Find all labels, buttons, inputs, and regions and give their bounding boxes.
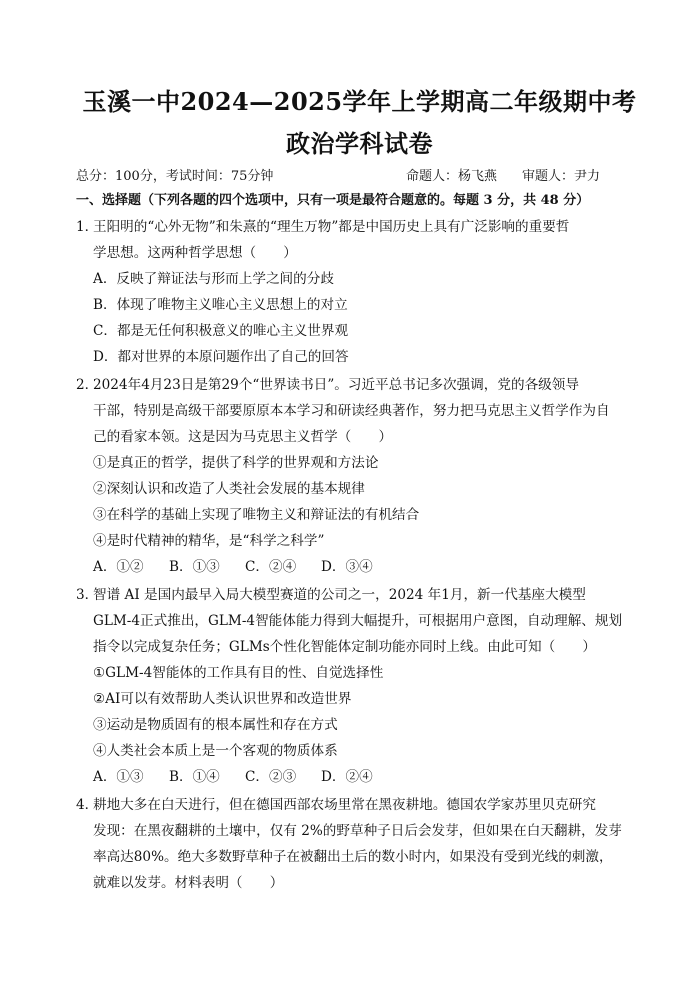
choice-c: C．②③ bbox=[245, 769, 297, 785]
exam-title-line2: 政治学科试卷 bbox=[286, 129, 433, 158]
question-stem: 干部，特别是高级干部要原原本本学习和研读经典著作，努力把马克思主义哲学作为自 bbox=[93, 403, 610, 419]
question-stem: GLM-4正式推出，GLM-4智能体能力得到大幅提升，可根据用户意图，自动理解、规划 bbox=[93, 613, 623, 629]
setter-info: 命题人：杨飞燕 bbox=[406, 169, 498, 184]
exam-meta-row bbox=[76, 166, 643, 188]
question-number: 2． bbox=[76, 377, 99, 393]
option-d: D．都对世界的本原问题作出了自己的回答 bbox=[93, 349, 349, 365]
question-stem: 王阳明的“心外无物”和朱熹的“理生万物”都是中国历史上具有广泛影响的重要哲 bbox=[93, 219, 570, 235]
statement-4: ④是时代精神的精华，是“科学之科学” bbox=[93, 533, 325, 549]
statement-2: ②深刻认识和改造了人类社会发展的基本规律 bbox=[93, 481, 365, 497]
choice-c: C．②④ bbox=[245, 559, 297, 575]
option-c: C．都是无任何积极意义的唯心主义世界观 bbox=[93, 323, 349, 339]
option-b: B．体现了唯物主义唯心主义思想上的对立 bbox=[93, 297, 348, 313]
question-number: 3． bbox=[76, 587, 99, 603]
question-4 bbox=[76, 792, 643, 896]
section-heading-choice: 一、选择题（下列各题的四个选项中，只有一项是最符合题意的。每题 3 分，共 48 分） bbox=[76, 193, 590, 208]
choice-b: B．①③ bbox=[169, 559, 220, 575]
question-stem: 指令以完成复杂任务；GLMs个性化智能体定制功能亦同时上线。由此可知（ ） bbox=[93, 639, 596, 655]
question-stem: 学思想。这两种哲学思想（ ） bbox=[93, 245, 297, 261]
choice-d: D．③④ bbox=[321, 559, 373, 575]
answer-choices bbox=[76, 554, 643, 580]
statement-2: ②AI可以有效帮助人类认识世界和改造世界 bbox=[93, 691, 352, 707]
exam-title-line1: 玉溪一中2024—2025学年上学期高二年级期中考 bbox=[82, 87, 637, 116]
question-stem: 就难以发芽。材料表明（ ） bbox=[93, 875, 284, 891]
question-number: 1． bbox=[76, 219, 99, 235]
question-stem: 2024年4月23日是第29个“世界读书日”。习近平总书记多次强调，党的各级领导 bbox=[93, 377, 579, 393]
answer-choices bbox=[76, 764, 643, 790]
statement-4: ④人类社会本质上是一个客观的物质体系 bbox=[93, 743, 338, 759]
statement-3: ③运动是物质固有的根本属性和存在方式 bbox=[93, 717, 338, 733]
choice-d: D．②④ bbox=[321, 769, 373, 785]
question-stem: 耕地大多在白天进行，但在德国西部农场里常在黑夜耕地。德国农学家苏里贝克研究 bbox=[93, 797, 596, 813]
reviewer-info: 审题人：尹力 bbox=[522, 169, 601, 184]
question-2 bbox=[76, 372, 643, 450]
choice-a: A．①③ bbox=[93, 769, 144, 785]
score-time-info: 总分：100分，考试时间：75分钟 bbox=[76, 169, 274, 184]
question-stem: 率高达80%。绝大多数野草种子在被翻出土后的数小时内，如果没有受到光线的刺激， bbox=[93, 849, 613, 865]
statement-3: ③在科学的基础上实现了唯物主义和辩证法的有机结合 bbox=[93, 507, 420, 523]
question-stem: 己的看家本领。这是因为马克思主义哲学（ ） bbox=[93, 429, 393, 445]
statement-1: ①GLM-4智能体的工作具有目的性、自觉选择性 bbox=[93, 665, 384, 681]
question-3 bbox=[76, 582, 643, 660]
choice-a: A．①② bbox=[93, 559, 144, 575]
statement-1: ①是真正的哲学，提供了科学的世界观和方法论 bbox=[93, 455, 379, 471]
choice-b: B．①④ bbox=[169, 769, 220, 785]
question-stem: 发现：在黑夜翻耕的土壤中，仅有 2%的野草种子日后会发芽，但如果在白天翻耕，发芽 bbox=[93, 823, 622, 839]
option-a: A．反映了辩证法与形而上学之间的分歧 bbox=[93, 271, 334, 287]
question-stem: 智谱 AI 是国内最早入局大模型赛道的公司之一，2024 年1月，新一代基座大模型 bbox=[93, 587, 586, 603]
question-1 bbox=[76, 214, 643, 266]
question-number: 4． bbox=[76, 797, 99, 813]
